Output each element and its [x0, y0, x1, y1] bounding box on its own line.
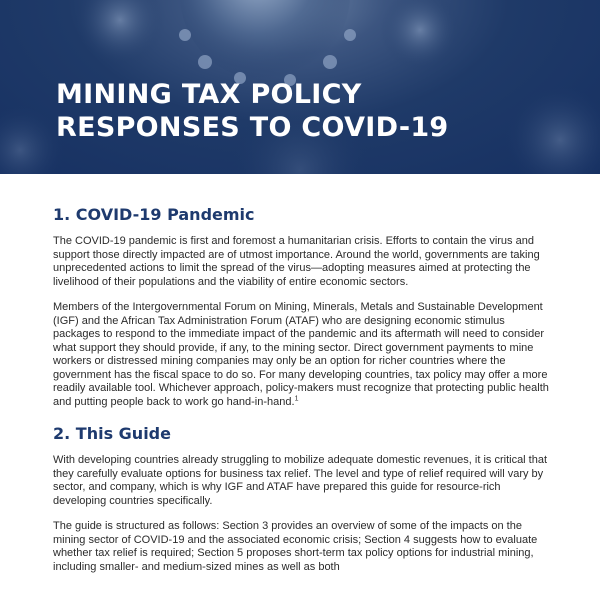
section-2-paragraph-2: The guide is structured as follows: Section 3 provides an overview of some of the impacts on the mining sector of COVID-19 and the associated economic crisis; Section 4 suggests how to evaluate whether tax relief is required; Section 5 proposes short-term tax policy options for industrial mining, including smaller- and medium-sized mines as well as both — [53, 520, 538, 573]
section-2-heading: 2. This Guide — [53, 424, 171, 443]
header-banner — [0, 0, 600, 174]
title-line-1: MINING TAX POLICY — [56, 79, 362, 110]
title-line-2: RESPONSES TO COVID-19 — [56, 112, 449, 143]
section-1-heading: 1. COVID-19 Pandemic — [53, 205, 255, 224]
section-2-paragraph-1: With developing countries already struggling to mobilize adequate domestic revenues, it is critical that they carefully evaluate options for business tax relief. The level and type of relief required will vary by sector, and company, which is why IGF and ATAF have prepared this guide for resource-rich developing countries specifically. — [53, 454, 548, 507]
section-1-paragraph-2-text: Members of the Intergovernmental Forum on Mining, Minerals, Metals and Sustainable Development (IGF) and the African Tax Administration Forum (ATAF) who are designing economic stimulus packages to respond to the immediate impact of the pandemic and its aftermath will need to consider what support they should provide, if any, to the mining sector. Direct government payments to mine workers or distressed mining companies may only be an option for richer countries where the government has the fiscal space to do so. For many developing countries, tax policy may offer a more readily available tool. Whichever approach, policy-makers must recognize that protecting public health and putting people back to work go hand-in-hand. — [53, 301, 549, 408]
section-1-paragraph-2 — [53, 301, 553, 409]
document-title — [56, 78, 536, 144]
document-body — [53, 204, 553, 574]
footnote-marker[interactable]: 1 — [294, 394, 299, 402]
section-1-paragraph-1: The COVID-19 pandemic is first and foremost a humanitarian crisis. Efforts to contain the virus and support those directly impacted are of utmost importance. Around the world, governments are taking unprecedented actions to limit the spread of the virus—adopting measures aimed at protecting the livelihood of their populations and the viability of entire economic sectors. — [53, 235, 540, 288]
